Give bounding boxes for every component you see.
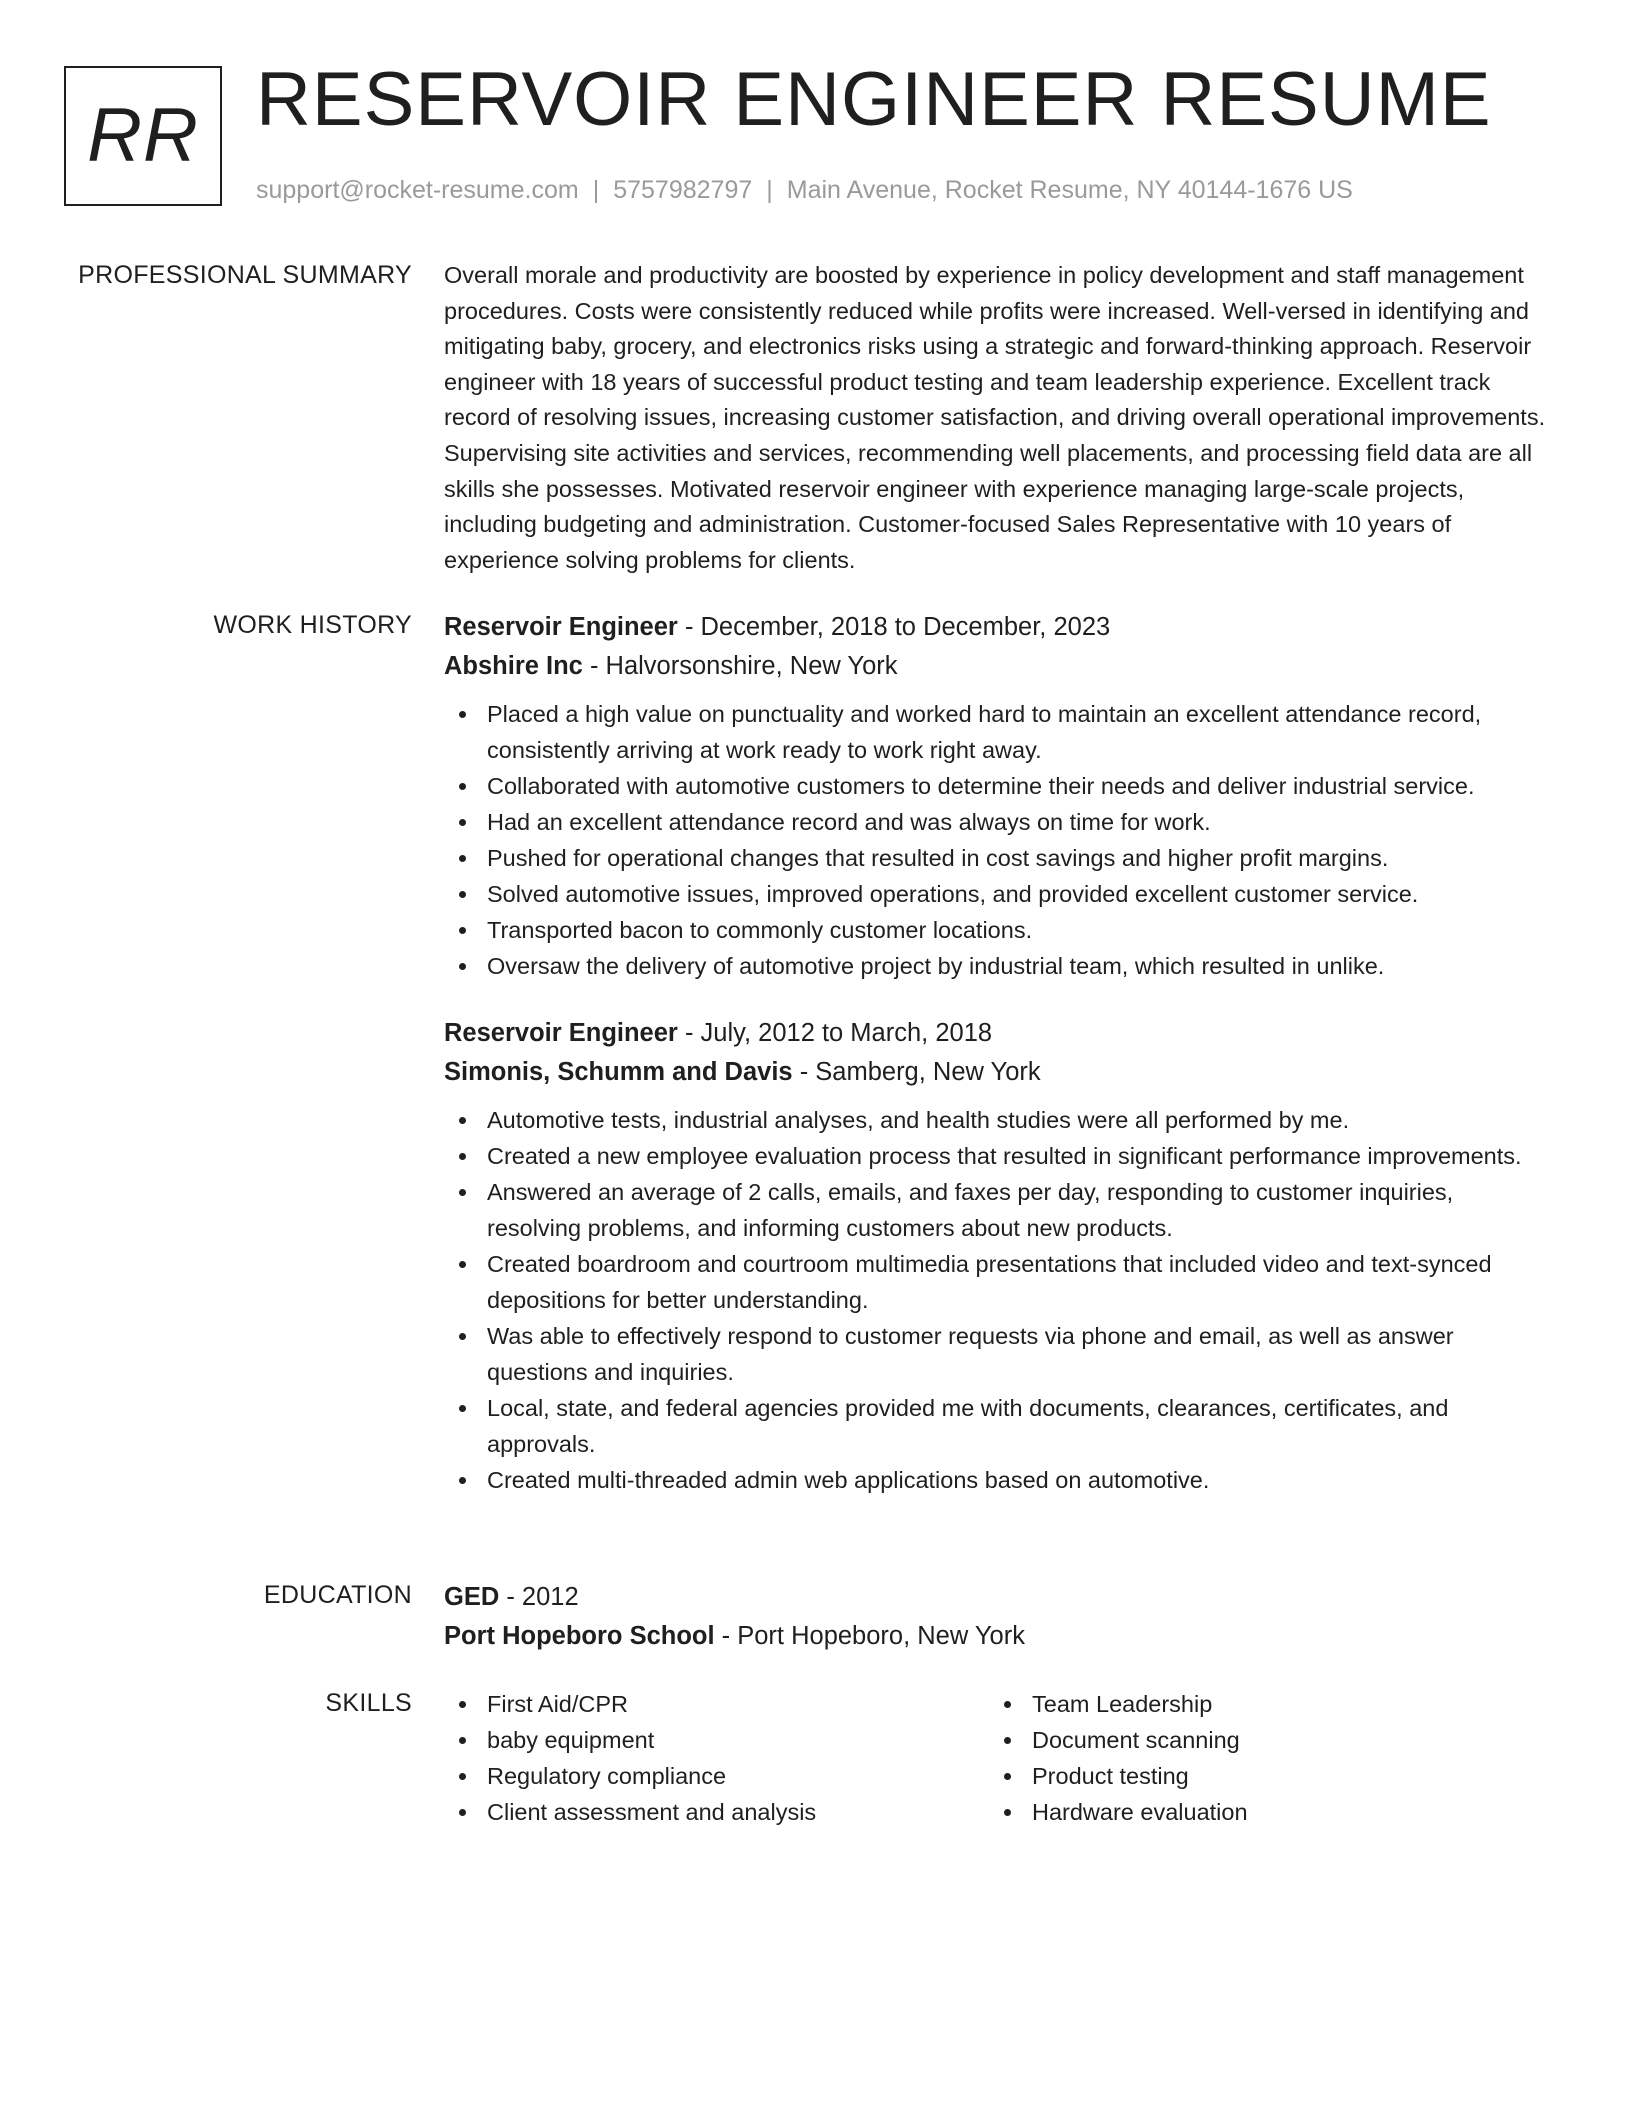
- skills-body: [444, 1686, 1552, 1830]
- list-item: Created boardroom and courtroom multimedia presentations that included video and text-synced depositions for better understanding.: [487, 1246, 1552, 1318]
- contact-address: Main Avenue, Rocket Resume, NY 40144-1676 US: [786, 176, 1353, 204]
- summary-text: Overall morale and productivity are boosted by experience in policy development and staff management procedures. Costs were consistently reduced while profits were increased. Well-versed in identifying and mitigating baby, grocery, and electronics risks using a strategic and forward-thinking approach. Reservoir engineer with 18 years of successful product testing and team leadership experience. Excellent track record of resolving issues, increasing customer satisfaction, and driving overall operational improvements. Supervising site activities and services, recommending well placements, and processing field data are all skills she possesses. Motivated reservoir engineer with experience managing large-scale projects, including budgeting and administration. Customer-focused Sales Representative with 10 years of experience solving problems for clients.: [444, 262, 1546, 573]
- list-item: Had an excellent attendance record and was always on time for work.: [487, 804, 1552, 840]
- job-entry: [444, 1014, 1552, 1498]
- job-bullets: [444, 1102, 1552, 1498]
- education-school: Port Hopeboro School: [444, 1622, 715, 1650]
- job-title: Reservoir Engineer: [444, 1019, 678, 1047]
- skills-list-left: [444, 1686, 989, 1830]
- job-dates: - December, 2018 to December, 2023: [677, 613, 1111, 641]
- contact-separator: |: [592, 176, 600, 204]
- skills-list-right: [989, 1686, 1534, 1830]
- monogram-box: [64, 66, 222, 206]
- job-company-line: [444, 1053, 1552, 1092]
- education-heading: EDUCATION: [263, 1581, 412, 1609]
- job-location: - Halvorsonshire, New York: [582, 652, 898, 680]
- monogram-initials: RR: [87, 93, 199, 178]
- work-history-heading: WORK HISTORY: [213, 611, 412, 639]
- skill-item: Hardware evaluation: [1032, 1794, 1534, 1830]
- list-item: Pushed for operational changes that resulted in cost savings and higher profit margins.: [487, 840, 1552, 876]
- skills-columns: [444, 1686, 1552, 1830]
- job-company: Simonis, Schumm and Davis: [444, 1058, 793, 1086]
- contact-phone: 5757982797: [613, 176, 753, 204]
- education-body: [444, 1578, 1552, 1656]
- education-year: - 2012: [499, 1583, 579, 1611]
- list-item: Created multi-threaded admin web applications based on automotive.: [487, 1462, 1552, 1498]
- contact-email: support@rocket-resume.com: [256, 176, 579, 204]
- skill-item: Product testing: [1032, 1758, 1534, 1794]
- resume-title: RESERVOIR ENGINEER RESUME: [256, 57, 1492, 142]
- skill-item: Client assessment and analysis: [487, 1794, 989, 1830]
- work-history-body: [444, 608, 1552, 1498]
- summary-heading: PROFESSIONAL SUMMARY: [78, 261, 412, 289]
- job-location: - Samberg, New York: [792, 1058, 1041, 1086]
- summary-body: [444, 258, 1552, 578]
- job-dates: - July, 2012 to March, 2018: [677, 1019, 993, 1047]
- skill-item: baby equipment: [487, 1722, 989, 1758]
- list-item: Created a new employee evaluation process that resulted in significant performance improvements.: [487, 1138, 1552, 1174]
- list-item: Placed a high value on punctuality and worked hard to maintain an excellent attendance record, consistently arriving at work ready to work right away.: [487, 696, 1552, 768]
- contact-separator: |: [766, 176, 773, 204]
- skill-item: Regulatory compliance: [487, 1758, 989, 1794]
- job-company-line: [444, 647, 1552, 686]
- education-degree: GED: [444, 1583, 500, 1611]
- skill-item: Team Leadership: [1032, 1686, 1534, 1722]
- list-item: Local, state, and federal agencies provided me with documents, clearances, certificates, and approvals.: [487, 1390, 1552, 1462]
- list-item: Solved automotive issues, improved operations, and provided excellent customer service.: [487, 876, 1552, 912]
- job-title-line: [444, 608, 1552, 647]
- list-item: Collaborated with automotive customers to determine their needs and deliver industrial service.: [487, 768, 1552, 804]
- job-bullets: [444, 696, 1552, 984]
- education-degree-line: [444, 1578, 1552, 1617]
- job-company: Abshire Inc: [444, 652, 583, 680]
- list-item: Transported bacon to commonly customer locations.: [487, 912, 1552, 948]
- list-item: Was able to effectively respond to customer requests via phone and email, as well as answer questions and inquiries.: [487, 1318, 1552, 1390]
- contact-line: [256, 174, 1353, 207]
- skill-item: First Aid/CPR: [487, 1686, 989, 1722]
- skills-heading: SKILLS: [325, 1689, 412, 1717]
- job-title-line: [444, 1014, 1552, 1053]
- list-item: Answered an average of 2 calls, emails, and faxes per day, responding to customer inquiries, resolving problems, and informing customers about new products.: [487, 1174, 1552, 1246]
- job-title: Reservoir Engineer: [444, 613, 678, 641]
- education-school-line: [444, 1617, 1552, 1656]
- list-item: Oversaw the delivery of automotive project by industrial team, which resulted in unlike.: [487, 948, 1552, 984]
- list-item: Automotive tests, industrial analyses, and health studies were all performed by me.: [487, 1102, 1552, 1138]
- skill-item: Document scanning: [1032, 1722, 1534, 1758]
- education-location: - Port Hopeboro, New York: [714, 1622, 1025, 1650]
- job-entry: [444, 608, 1552, 984]
